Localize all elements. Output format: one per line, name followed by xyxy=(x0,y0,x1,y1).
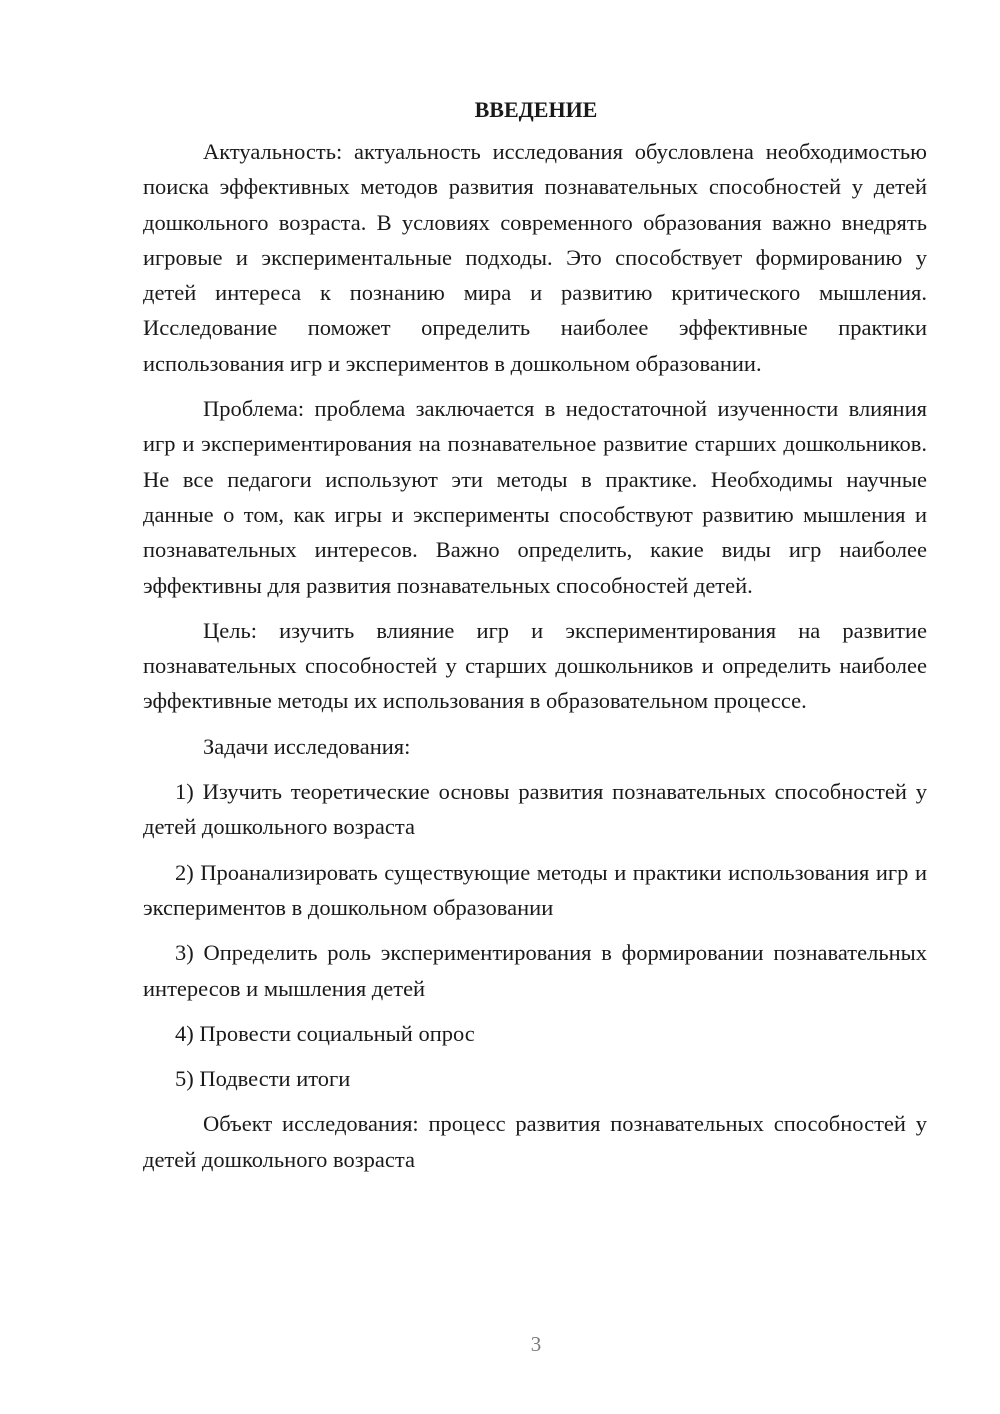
page-content xyxy=(143,94,927,1187)
task-item: 1) Изучить теоретические основы развития познавательных способностей у детей дошкольного возраста xyxy=(143,779,927,840)
tasks-heading: Задачи исследования: xyxy=(203,733,411,759)
task-item: 4) Провести социальный опрос xyxy=(175,1020,475,1046)
object-paragraph: Объект исследования: процесс развития познавательных способностей у детей дошкольного возраста xyxy=(143,1111,927,1172)
problem-paragraph: Проблема: проблема заключается в недостаточной изученности влияния игр и экспериментирования на познавательное развитие старших дошкольников. Не все педагоги используют эти методы в практике. Необходимы научные данные о том, как игры и эксперименты способствуют развитию мышления и познавательных интересов. Важно определить, какие виды игр наиболее эффективны для развития познавательных способностей детей. xyxy=(143,396,927,598)
page-number: 3 xyxy=(530,1332,542,1356)
relevance-paragraph: Актуальность: актуальность исследования обусловлена необходимостью поиска эффективных методов развития познавательных способностей у детей дошкольного возраста. В условиях современного образования важно внедрять игровые и экспериментальные подходы. Это способствует формированию у детей интереса к познанию мира и развитию критического мышления. Исследование поможет определить наиболее эффективные практики использования игр и экспериментов в дошкольном образовании. xyxy=(143,139,927,376)
task-item: 3) Определить роль экспериментирования в формировании познавательных интересов и мышления детей xyxy=(143,940,927,1001)
page-title: ВВЕДЕНИЕ xyxy=(474,97,598,122)
task-item: 2) Проанализировать существующие методы и практики использования игр и экспериментов в дошкольном образовании xyxy=(143,859,927,920)
goal-paragraph: Цель: изучить влияние игр и экспериментирования на развитие познавательных способностей у старших дошкольников и определить наиболее эффективные методы их использования в образовательном процессе. xyxy=(143,617,927,714)
task-item: 5) Подвести итоги xyxy=(175,1066,351,1092)
